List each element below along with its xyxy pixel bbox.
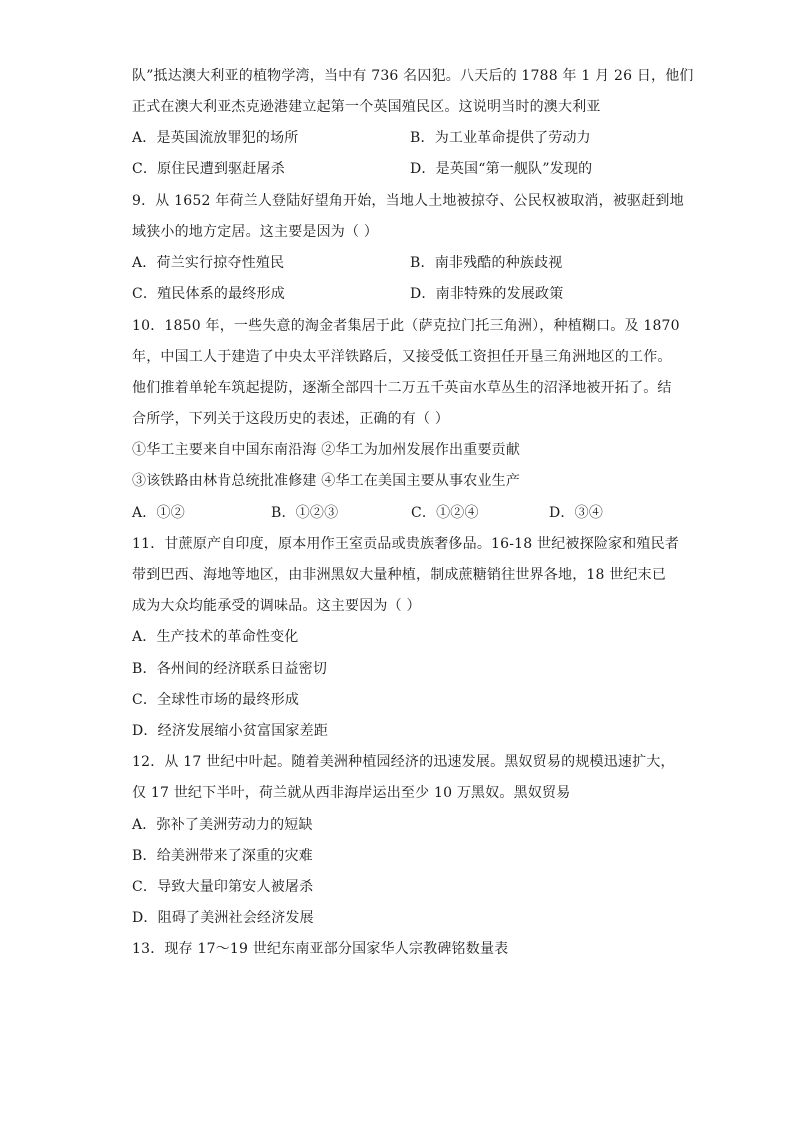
q13-stem-line1: 13．现存 17～19 世纪东南亚部分国家华人宗教碑铭数量表 xyxy=(132,941,509,957)
q12-option-c: C．导致大量印第安人被屠杀 xyxy=(132,879,314,895)
q11-stem-line1: 11．甘蔗原产自印度，原本用作王室贡品或贵族奢侈品。16-18 世纪被探险家和殖民者 xyxy=(132,536,680,552)
q12-option-a: A．弥补了美洲劳动力的短缺 xyxy=(132,817,313,833)
q8-stem-line1: 队”抵达澳大利亚的植物学湾，当中有 736 名囚犯。八天后的 1788 年 1 月 26 日，他们 xyxy=(132,68,694,84)
q10-statements-3-4: ③该铁路由林肯总统批准修建 ④华工在美国主要从事农业生产 xyxy=(132,473,521,489)
q8-option-d: D．是英国“第一舰队”发现的 xyxy=(410,161,593,177)
q11-stem-line2: 带到巴西、海地等地区，由非洲黑奴大量种植，制成蔗糖销往世界各地，18 世纪末已 xyxy=(132,567,667,583)
q10-option-b: B．①②③ xyxy=(271,505,339,521)
q10-option-a: A．①② xyxy=(132,505,185,521)
q9-stem-line2: 域狭小的地方定居。这主要是因为（ ） xyxy=(132,224,379,240)
q9-option-c: C．殖民体系的最终形成 xyxy=(132,286,285,302)
q8-option-b: B．为工业革命提供了劳动力 xyxy=(410,130,591,146)
q10-stem-line4: 合所学，下列关于这段历史的表述，正确的有（ ） xyxy=(132,411,450,427)
q12-stem-line2: 仅 17 世纪下半叶，荷兰就从西非海岸运出至少 10 万黑奴。黑奴贸易 xyxy=(132,785,571,801)
q9-option-a: A．荷兰实行掠夺性殖民 xyxy=(132,255,285,271)
q11-option-c: C．全球性市场的最终形成 xyxy=(132,692,300,708)
q12-option-d: D．阻碍了美洲社会经济发展 xyxy=(132,910,314,926)
q12-option-b: B．给美洲带来了深重的灾难 xyxy=(132,848,313,864)
q8-stem-line2: 正式在澳大利亚杰克逊港建立起第一个英国殖民区。这说明当时的澳大利亚 xyxy=(132,99,601,115)
q10-option-d: D．③④ xyxy=(549,505,604,521)
q9-stem-line1: 9．从 1652 年荷兰人登陆好望角开始，当地人土地被掠夺、公民权被取消，被驱赶到地 xyxy=(132,193,684,209)
q11-option-b: B．各州间的经济联系日益密切 xyxy=(132,661,328,677)
q10-stem-line1: 10．1850 年，一些失意的淘金者集居于此（萨克拉门托三角洲），种植糊口。及 1870 xyxy=(132,318,680,334)
q11-option-d: D．经济发展缩小贫富国家差距 xyxy=(132,723,329,739)
q10-stem-line3: 他们推着单轮车筑起提防，逐渐全部四十二万五千英亩水草丛生的沼泽地被开拓了。结 xyxy=(132,380,672,396)
q9-option-d: D．南非特殊的发展政策 xyxy=(410,286,564,302)
q8-option-a: A．是英国流放罪犯的场所 xyxy=(132,130,299,146)
q8-option-c: C．原住民遭到驱赶屠杀 xyxy=(132,161,285,177)
q9-option-b: B．南非残酷的种族歧视 xyxy=(410,255,563,271)
q10-statements-1-2: ①华工主要来自中国东南沿海 ②华工为加州发展作出重要贡献 xyxy=(132,442,521,458)
q10-option-c: C．①②④ xyxy=(411,505,479,521)
q11-stem-line3: 成为大众均能承受的调味品。这主要因为（ ） xyxy=(132,598,421,614)
q11-option-a: A．生产技术的革命性变化 xyxy=(132,629,299,645)
q10-stem-line2: 年，中国工人于建造了中央太平洋铁路后，又接受低工资担任开垦三角洲地区的工作。 xyxy=(132,349,672,365)
q12-stem-line1: 12．从 17 世纪中叶起。随着美洲种植园经济的迅速发展。黑奴贸易的规模迅速扩大， xyxy=(132,754,675,770)
